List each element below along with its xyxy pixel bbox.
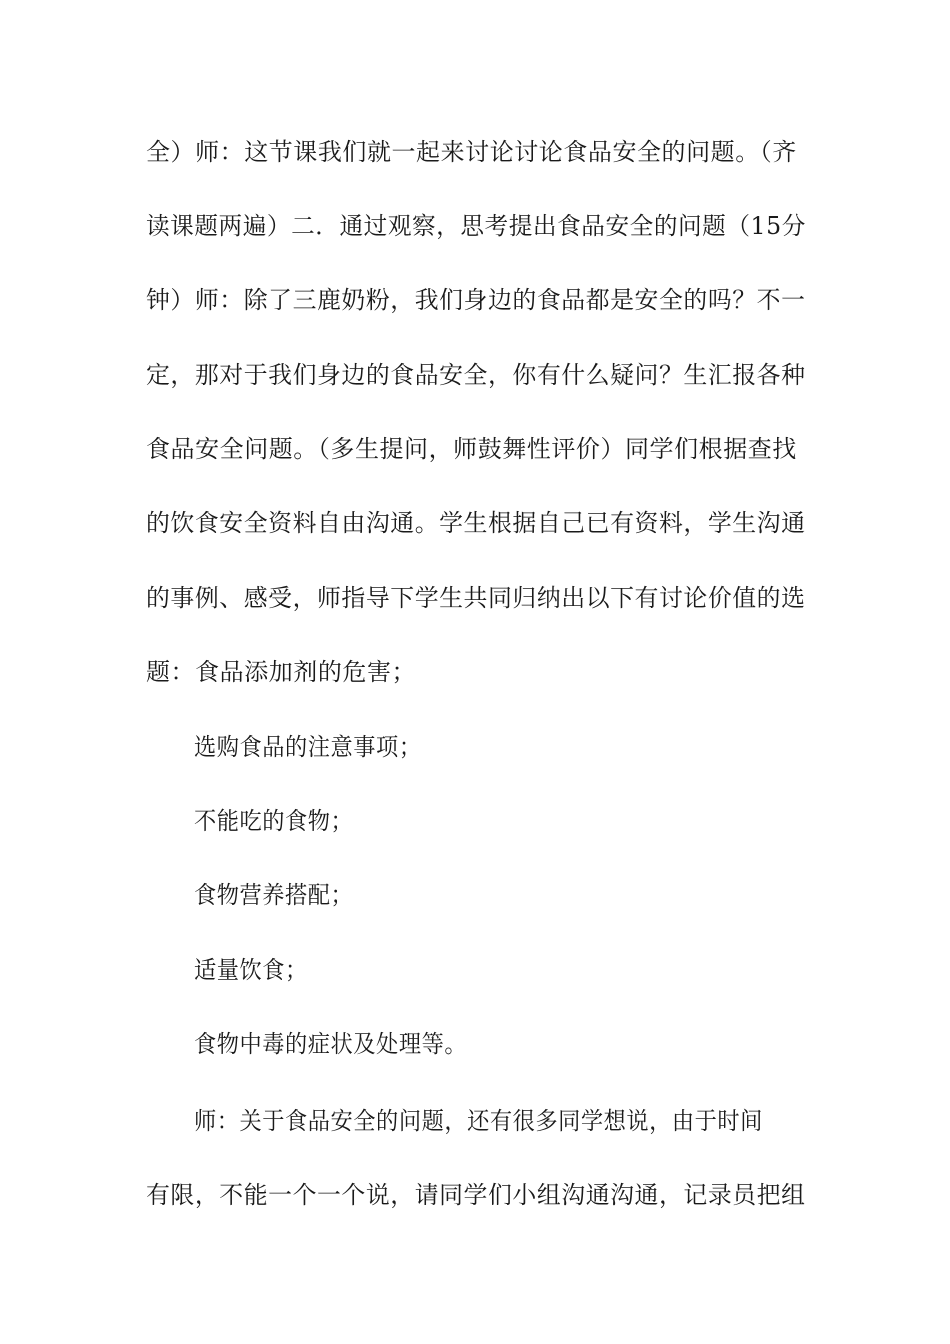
text-line: 全）师：这节课我们就一起来讨论讨论食品安全的问题。（齐 xyxy=(146,138,797,166)
list-item: 食物营养搭配； xyxy=(194,881,354,909)
list-item: 不能吃的食物； xyxy=(194,807,354,835)
list-item: 适量饮食； xyxy=(194,956,308,984)
text-line: 的饮食安全资料自由沟通。学生根据自己已有资料，学生沟通 xyxy=(146,509,806,537)
list-item: 食物中毒的症状及处理等。 xyxy=(194,1030,468,1058)
text-line: 定，那对于我们身边的食品安全，你有什么疑问？生汇报各种 xyxy=(146,361,806,389)
text-line: 的事例、感受，师指导下学生共同归纳出以下有讨论价值的选 xyxy=(146,584,806,612)
text-line: 有限，不能一个一个说，请同学们小组沟通沟通，记录员把组 xyxy=(146,1181,806,1209)
list-item: 选购食品的注意事项； xyxy=(194,733,422,761)
text-line: 钟）师：除了三鹿奶粉，我们身边的食品都是安全的吗？不一 xyxy=(146,286,806,314)
text-line: 题：食品添加剂的危害； xyxy=(146,658,417,686)
paragraph-start: 师：关于食品安全的问题，还有很多同学想说，由于时间 xyxy=(194,1107,763,1135)
text-line: 读课题两遍）二．通过观察，思考提出食品安全的问题（15分 xyxy=(146,212,806,240)
text-line: 食品安全问题。（多生提问，师鼓舞性评价）同学们根据查找 xyxy=(146,435,797,463)
